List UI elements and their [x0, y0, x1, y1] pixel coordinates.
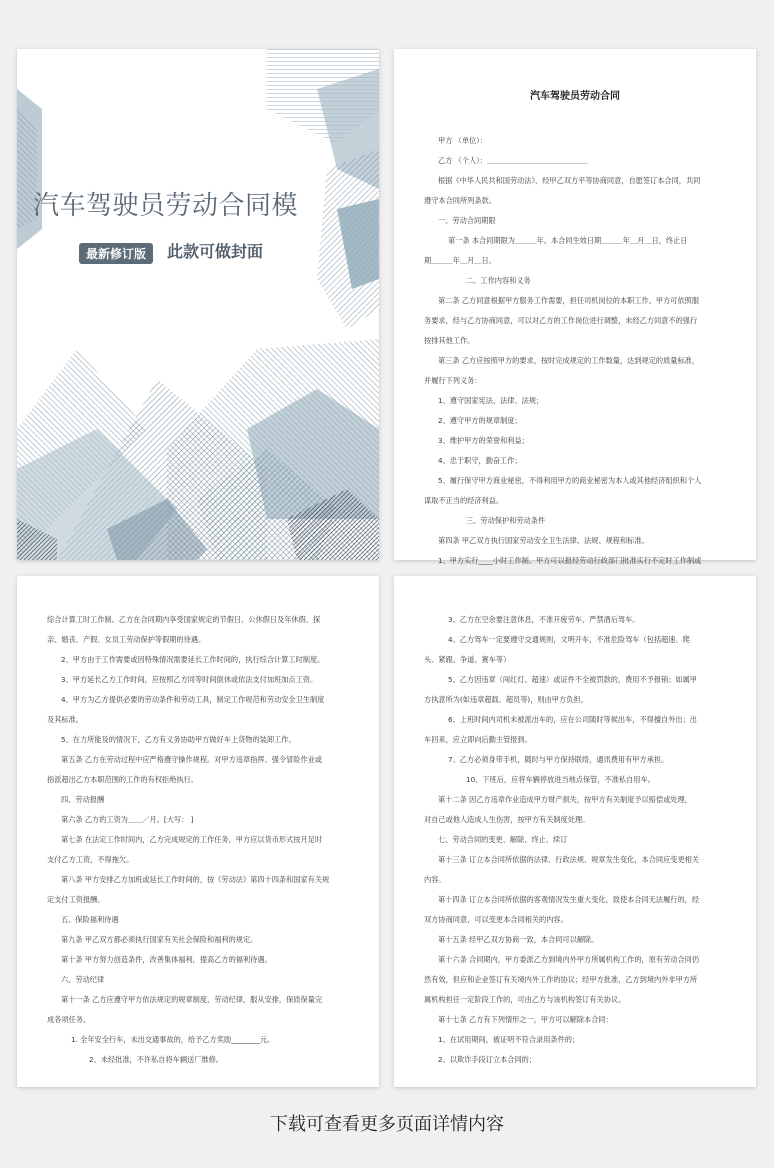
- text-line: 指派超出乙方本职范围的工作的有权拒绝执行。: [47, 775, 198, 784]
- cover-page: [17, 49, 379, 560]
- cover-subtitle: 此款可做封面: [167, 242, 264, 261]
- download-more-caption: 下载可查看更多页面详情内容: [270, 1114, 504, 1135]
- text-line: 第十三条 订立本合同所依据的法律、行政法规、规章发生变化，本合同应变更相关: [438, 855, 700, 864]
- text-line: 第十七条 乙方有下列情形之一，甲方可以解除本合同：: [438, 1015, 613, 1024]
- contract-page-2: [17, 576, 379, 1087]
- text-line: 并履行下列义务：: [424, 376, 482, 385]
- text-line: 3、甲方延长乙方工作时间，应按照乙方同等时间倒休或依法支付加班加点工资。: [61, 675, 318, 684]
- text-line: 头、紧跟、争道、赛车等）: [424, 655, 511, 664]
- text-line: 5、在力所能及的情况下，乙方有义务协助甲方做好车上货物的装卸工作。: [61, 735, 296, 744]
- text-line: 第六条 乙方的工资为＿＿／月。[大写： ]: [61, 815, 194, 824]
- text-line: 第八条 甲方安排乙方加班或延长工作时间的，按《劳动法》第四十四条和国家有关规: [61, 875, 330, 884]
- text-line: 五、保险福利待遇: [61, 915, 119, 924]
- text-line: 6、上班时间内司机未被派出车的，应在公司随时等候出车，不得擅自外出；出: [448, 715, 697, 724]
- text-line: 5、乙方因违章（闯红灯、超速）或证件不全被罚款的，费用不予报销；如属甲: [448, 675, 697, 684]
- cover-badge: 最新修订版: [79, 243, 153, 264]
- text-line: 二、工作内容和义务: [466, 276, 531, 285]
- text-line: 3、维护甲方的荣誉和利益；: [438, 436, 529, 445]
- text-line: 第四条 甲乙双方执行国家劳动安全卫生法律、法规、规程和标准。: [438, 536, 649, 545]
- text-line: 及其标准。: [47, 715, 83, 724]
- text-line: 四、劳动报酬: [61, 795, 105, 804]
- text-line: 遵守本合同所列条款。: [424, 196, 496, 205]
- text-line: 甲方 （单位）：: [438, 136, 487, 145]
- text-line: 2、未经批准，不许私自将车辆送厂维修。: [89, 1055, 223, 1064]
- text-line: 属机构担任一定阶段工作的，可由乙方与该机构签订有关协议。: [424, 995, 626, 1004]
- contract-title: 汽车驾驶员劳动合同: [530, 91, 620, 102]
- text-line: 一、劳动合同期限: [438, 216, 496, 225]
- text-line: 第三条 乙方应按照甲方的要求，按时完成规定的工作数量，达到规定的质量标准，: [438, 356, 700, 365]
- cover-geometric-art: [17, 49, 379, 560]
- text-line: 然有效，但应和企业签订有关境内外工作的协议；经甲方批准，乙方到境内外非甲方所: [424, 975, 698, 984]
- text-line: 车回来，应立即向后勤主管报到。: [424, 735, 532, 744]
- text-line: 5、履行保守甲方商业秘密，不得利用甲方的商业秘密为本人或其他经济组织和个人: [438, 476, 702, 485]
- contract-page-1: [394, 49, 756, 565]
- text-line: 对自己或他人造成人生伤害，按甲方有关制度处理。: [424, 815, 590, 824]
- text-line: 4、乙方驾车一定要遵守交通规则，文明开车，不准危险驾车（包括超速、爬: [448, 635, 690, 644]
- text-line: 三、劳动保护和劳动条件: [466, 516, 546, 525]
- text-line: 第十四条 订立本合同所依据的客观情况发生重大变化，致使本合同无法履行的，经: [438, 895, 700, 904]
- text-line: 1、在试用期间，被证明不符合录用条件的；: [438, 1035, 580, 1044]
- text-line: 1、甲方实行____小时工作制。甲方可以报经劳动行政部门批准实行不定时工作制或: [438, 556, 702, 565]
- text-line: 六、劳动纪律: [61, 975, 105, 984]
- text-line: 第十六条 合同期内，甲方委派乙方到境内外甲方所属机构工作的，原有劳动合同仍: [438, 955, 700, 964]
- text-line: 方执意所为(如违章超载、超员等)，则由甲方负担。: [424, 695, 588, 704]
- text-line: 定支付工资报酬。: [47, 895, 105, 904]
- text-line: 七、劳动合同的变更、解除、终止、续订: [438, 835, 568, 844]
- text-line: 第二条 乙方同意根据甲方服务工作需要，担任司机岗位的本职工作。甲方可依照服: [438, 296, 700, 305]
- text-line: 4、甲方为乙方提供必要的劳动条件和劳动工具，制定工作规范和劳动安全卫生制度: [61, 695, 325, 704]
- text-line: 内容。: [424, 875, 446, 884]
- text-line: 期＿＿＿年＿月＿日。: [424, 256, 496, 265]
- text-line: 第十条 甲方努力创造条件，改善集体福利，提高乙方的福利待遇。: [61, 955, 272, 964]
- text-line: 第一条 本合同期限为＿＿＿年。本合同生效日期＿＿＿年＿月＿日，终止日: [448, 236, 688, 245]
- text-line: 1. 全年安全行车，未出交通事故的，给予乙方奖励________元。: [71, 1035, 275, 1044]
- text-line: 务要求，经与乙方协商同意，可以对乙方的工作岗位进行调整，未经乙方同意不的强行: [424, 316, 698, 325]
- text-line: 谋取不正当的经济利益。: [424, 496, 504, 505]
- text-line: 10、下班后，应将车辆停放进当地点保管，不准私自用车。: [466, 775, 655, 784]
- text-line: 2、甲方由于工作需要或因特殊情况需要延长工作时间的，执行综合计算工时制度。: [61, 655, 325, 664]
- text-line: 2、以欺诈手段订立本合同的；: [438, 1055, 537, 1064]
- text-line: 乙方 （个人）：＿＿＿＿＿＿＿＿＿＿＿＿＿＿: [438, 156, 588, 165]
- cover-title: 汽车驾驶员劳动合同模: [33, 191, 299, 221]
- text-line: 第七条 在法定工作时间内，乙方完成规定的工作任务，甲方应以货币形式按月足时: [61, 835, 323, 844]
- text-line: 综合计算工时工作制。乙方在合同期内享受国家规定的节假日、公休假日及年休假、探: [47, 615, 321, 624]
- page-body: [424, 131, 726, 571]
- text-line: 双方协商同意，可以变更本合同相关的内容。: [424, 915, 568, 924]
- text-line: 1、遵守国家宪法、法律、法规；: [438, 396, 544, 405]
- text-line: 4、忠于职守，勤奋工作；: [438, 456, 522, 465]
- page-body: [424, 610, 726, 1070]
- page-body: [47, 610, 349, 1070]
- text-line: 第五条 乙方在劳动过程中应严格遵守操作规程。对甲方违章指挥、强令冒险作业或: [61, 755, 323, 764]
- text-line: 3、乙方在空余要注意休息，不准开疲劳车、严禁酒后驾车。: [448, 615, 640, 624]
- text-line: 第十五条 经甲乙双方协商一致，本合同可以解除。: [438, 935, 599, 944]
- text-line: 第十一条 乙方应遵守甲方依法规定的规章制度、劳动纪律，服从安排，保质保量完: [61, 995, 323, 1004]
- text-line: 根据《中华人民共和国劳动法》，经甲乙双方平等协商同意，自愿签订本合同，共同: [438, 176, 701, 185]
- text-line: 亲、婚丧、产假、女员工劳动保护等假期的待遇。: [47, 635, 206, 644]
- text-line: 成各项任务。: [47, 1015, 91, 1024]
- text-line: 第十二条 因乙方违章作业造成甲方财产损失，按甲方有关制度予以赔偿或处理，: [438, 795, 692, 804]
- contract-page-3: [394, 576, 756, 1087]
- text-line: 支付乙方工资，不得拖欠。: [47, 855, 134, 864]
- text-line: 第九条 甲乙双方都必须执行国家有关社会保险和福利的规定。: [61, 935, 258, 944]
- text-line: 7、乙方必须身带手机，随时与甲方保持联络，通讯费用有甲方承担。: [448, 755, 669, 764]
- text-line: 按排其他工作。: [424, 336, 475, 345]
- text-line: 2、遵守甲方的规章制度；: [438, 416, 522, 425]
